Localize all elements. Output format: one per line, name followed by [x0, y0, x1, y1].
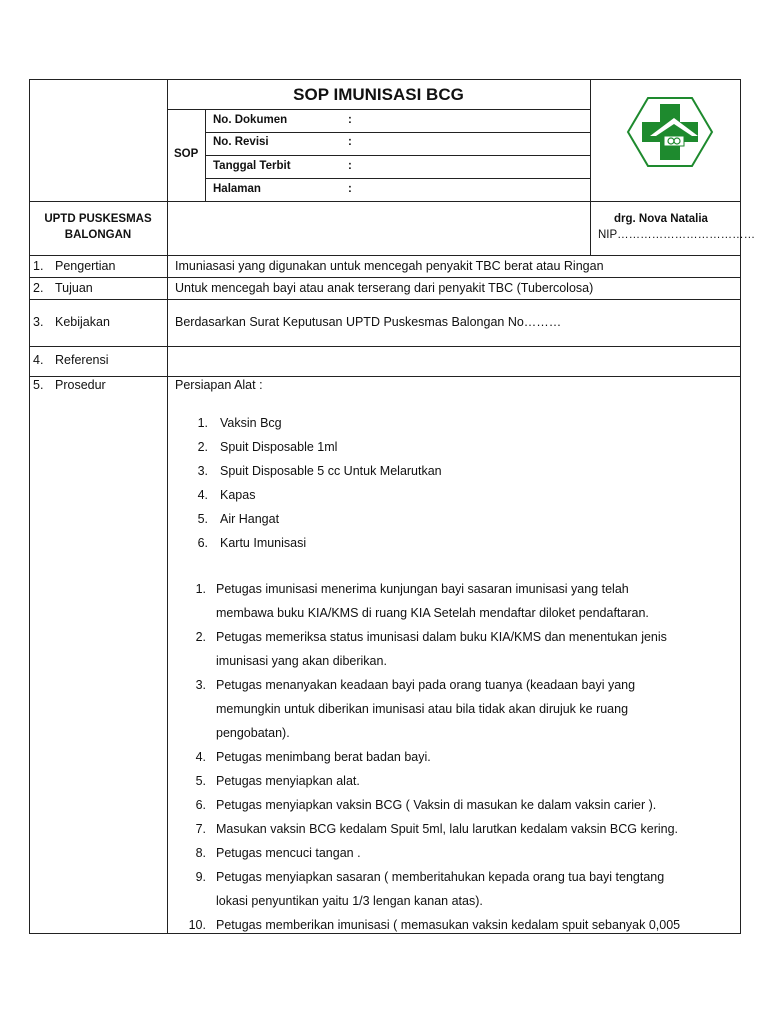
step-line: Petugas menyiapkan vaksin BCG ( Vaksin di masukan ke dalam vaksin carier ).: [216, 798, 657, 812]
step-num: 1.: [195, 582, 206, 596]
signer-name: drg. Nova Natalia: [614, 213, 708, 225]
field-label-halaman: Halaman: [213, 183, 261, 195]
step-line: Petugas mencuci tangan .: [216, 846, 361, 860]
step-num: 9.: [195, 870, 206, 884]
row-line-5: [29, 376, 741, 377]
step-num: 10.: [188, 918, 206, 932]
step-num: 5.: [195, 774, 206, 788]
step-line: Petugas memeriksa status imunisasi dalam buku KIA/KMS dan menentukan jenis: [216, 630, 667, 644]
tool-item: Vaksin Bcg: [220, 416, 282, 430]
row-content-tujuan: Untuk mencegah bayi atau anak terserang dari penyakit TBC (Tubercolosa): [175, 281, 594, 295]
step-num: 3.: [195, 678, 206, 692]
row-label-kebijakan: Kebijakan: [55, 315, 110, 329]
org-name-line2: BALONGAN: [64, 229, 132, 241]
row-num-prosedur: 5.: [33, 378, 44, 392]
row-label-referensi: Referensi: [55, 353, 109, 367]
step-line: membawa buku KIA/KMS di ruang KIA Setelah mendaftar diloket pendaftaran.: [216, 606, 649, 620]
header-divider-right: [590, 79, 591, 255]
row-label-pengertian: Pengertian: [55, 259, 116, 273]
row-line-1: [29, 255, 741, 256]
tool-num: 3.: [197, 464, 208, 478]
step-line: Petugas menyiapkan sasaran ( memberitahukan kepada orang tua bayi tengtang: [216, 870, 665, 884]
step-line: memungkin untuk diberikan imunisasi atau bila tidak akan dirujuk ke ruang: [216, 702, 629, 716]
row-content-kebijakan: Berdasarkan Surat Keputusan UPTD Puskesmas Balongan No………: [175, 315, 562, 329]
step-line: Petugas menimbang berat badan bayi.: [216, 750, 431, 764]
step-line: imunisasi yang akan diberikan.: [216, 654, 387, 668]
field-sep-halaman: :: [348, 183, 352, 195]
tool-num: 2.: [197, 440, 208, 454]
row-num-kebijakan: 3.: [33, 315, 44, 329]
step-line: Petugas menyiapkan alat.: [216, 774, 360, 788]
field-sep-tanggal-terbit: :: [348, 160, 352, 172]
step-num: 4.: [195, 750, 206, 764]
step-num: 2.: [195, 630, 206, 644]
tool-item: Spuit Disposable 1ml: [220, 440, 338, 454]
step-line: Petugas memberikan imunisasi ( memasukan vaksin kedalam spuit sebanyak 0,005: [216, 918, 681, 932]
tool-num: 1.: [197, 416, 208, 430]
row-line-2: [29, 277, 741, 278]
step-line: Masukan vaksin BCG kedalam Spuit 5ml, lalu larutkan kedalam vaksin BCG kering.: [216, 822, 679, 836]
field-line-1: [205, 132, 590, 133]
field-label-no-dokumen: No. Dokumen: [213, 114, 288, 126]
step-num: 6.: [195, 798, 206, 812]
tool-item: Air Hangat: [220, 512, 280, 526]
page-title: SOP IMUNISASI BCG: [293, 85, 464, 104]
row-label-tujuan: Tujuan: [55, 281, 93, 295]
row-line-4: [29, 346, 741, 347]
step-num: 7.: [195, 822, 206, 836]
field-label-tanggal-terbit: Tanggal Terbit: [213, 160, 291, 172]
step-line: Petugas menanyakan keadaan bayi pada orang tuanya (keadaan bayi yang: [216, 678, 636, 692]
field-sep-no-revisi: :: [348, 136, 352, 148]
tool-num: 6.: [197, 536, 208, 550]
header-line-lower: [29, 201, 741, 202]
tool-item: Kapas: [220, 488, 256, 502]
field-line-3: [205, 178, 590, 179]
row-line-3: [29, 299, 741, 300]
body-column-divider: [167, 255, 168, 934]
title-underline: [167, 109, 590, 110]
row-num-pengertian: 1.: [33, 259, 44, 273]
puskesmas-logo-icon: [626, 96, 714, 168]
tool-num: 5.: [197, 512, 208, 526]
sop-label: SOP: [174, 148, 199, 160]
tool-item: Spuit Disposable 5 cc Untuk Melarutkan: [220, 464, 442, 478]
signer-nip: NIP………………………………: [598, 229, 756, 241]
step-num: 8.: [195, 846, 206, 860]
step-line: pengobatan).: [216, 726, 290, 740]
step-line: lokasi penyuntikan yaitu 1/3 lengan kanan atas).: [216, 894, 483, 908]
step-line: Petugas imunisasi menerima kunjungan bayi sasaran imunisasi yang telah: [216, 582, 629, 596]
row-label-prosedur: Prosedur: [55, 378, 106, 392]
prep-title: Persiapan Alat :: [175, 378, 263, 392]
header-divider-left: [167, 79, 168, 255]
tool-item: Kartu Imunisasi: [220, 536, 307, 550]
row-content-pengertian: Imuniasasi yang digunakan untuk mencegah penyakit TBC berat atau Ringan: [175, 259, 604, 273]
field-line-2: [205, 155, 590, 156]
field-sep-no-dokumen: :: [348, 114, 352, 126]
tool-num: 4.: [197, 488, 208, 502]
org-name-line1: UPTD PUSKESMAS: [44, 213, 152, 225]
row-num-tujuan: 2.: [33, 281, 44, 295]
row-num-referensi: 4.: [33, 353, 44, 367]
field-label-no-revisi: No. Revisi: [213, 136, 269, 148]
